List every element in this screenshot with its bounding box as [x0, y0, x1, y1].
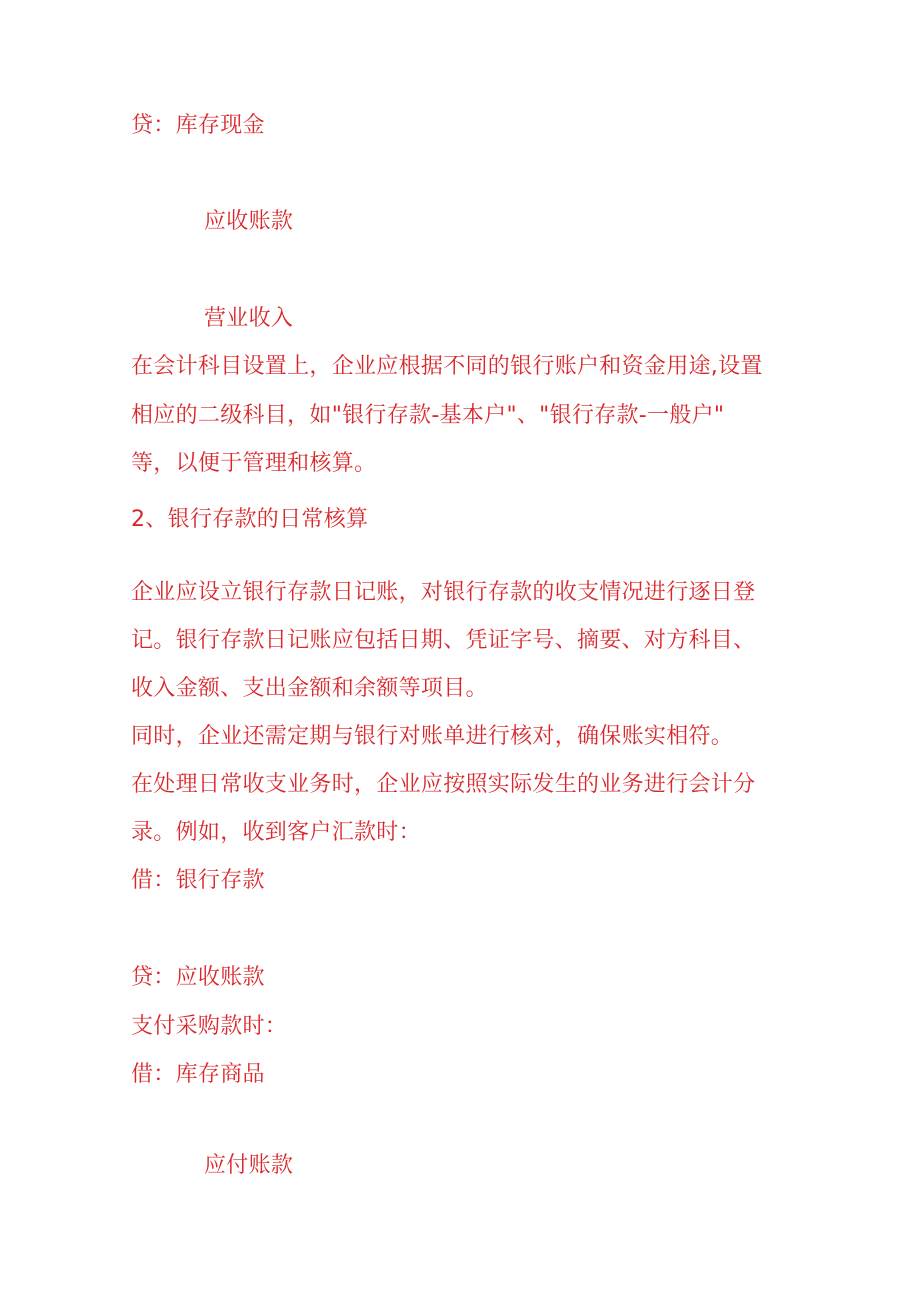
debit-bank-deposit-line: 借：银行存款	[131, 868, 265, 893]
paragraph-line: 记。银行存款日记账应包括日期、凭证字号、摘要、对方科目、	[131, 628, 756, 653]
paragraph-line: 相应的二级科目，如"银行存款-基本户"、"银行存款-一般户"	[131, 403, 725, 428]
credit-receivable-line: 贷：应收账款	[131, 965, 265, 990]
paragraph-line: 企业应设立银行存款日记账，对银行存款的收支情况进行逐日登	[131, 580, 756, 605]
accounts-payable-line: 应付账款	[204, 1153, 294, 1178]
accounts-receivable-line: 应收账款	[204, 209, 294, 234]
credit-cash-line: 贷：库存现金	[131, 113, 265, 138]
debit-inventory-line: 借：库存商品	[131, 1062, 265, 1087]
payment-purchase-line: 支付采购款时：	[131, 1014, 288, 1039]
section-heading: 2、银行存款的日常核算	[131, 507, 369, 532]
paragraph-line: 录。例如，收到客户汇款时：	[131, 820, 421, 845]
paragraph-line: 同时，企业还需定期与银行对账单进行核对，确保账实相符。	[131, 724, 734, 749]
paragraph-line: 等，以便于管理和核算。	[131, 451, 377, 476]
paragraph-line: 收入金额、支出金额和余额等项目。	[131, 676, 488, 701]
paragraph-line: 在处理日常收支业务时，企业应按照实际发生的业务进行会计分	[131, 772, 756, 797]
operating-revenue-line: 营业收入	[204, 306, 294, 331]
paragraph-line: 在会计科目设置上，企业应根据不同的银行账户和资金用途,设置	[131, 354, 763, 379]
